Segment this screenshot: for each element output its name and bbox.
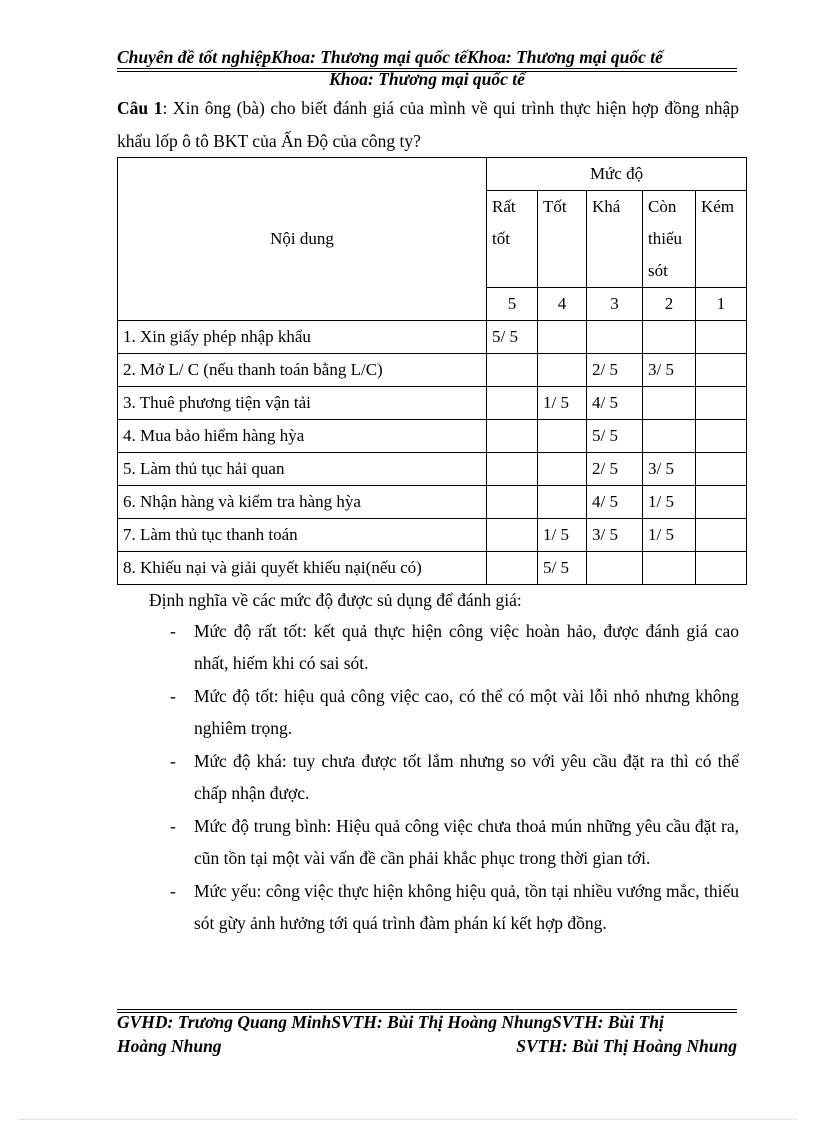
row-cell [696, 519, 747, 552]
table-row [118, 321, 747, 354]
row-cell: 1/ 5 [643, 486, 696, 519]
table-row [118, 486, 747, 519]
row-cell [696, 387, 747, 420]
rating-table [117, 157, 747, 585]
header-rule [117, 68, 737, 72]
list-item [117, 875, 739, 939]
row-cell: 3/ 5 [587, 519, 643, 552]
footer-line-2-left: Hoàng Nhung [117, 1036, 222, 1056]
row-cell [487, 552, 538, 585]
level-label: Kém [696, 191, 747, 288]
row-cell [487, 354, 538, 387]
row-cell: 1/ 5 [643, 519, 696, 552]
row-cell [696, 453, 747, 486]
row-cell: 1/ 5 [538, 387, 587, 420]
table-row [118, 387, 747, 420]
footer-line-1: GVHD: Trương Quang MinhSVTH: Bùi Thị Hoàng NhungSVTH: Bùi Thị [117, 1012, 664, 1032]
row-cell: 3/ 5 [643, 453, 696, 486]
row-cell [696, 321, 747, 354]
question-label: Câu 1 [117, 98, 163, 118]
row-cell: 5/ 5 [487, 321, 538, 354]
footer-line-2 [117, 1036, 737, 1056]
level-score: 1 [696, 288, 747, 321]
definition-text: Mức yếu: công việc thực hiện không hiệu quả, tồn tại nhiều vướng mắc, thiếu sót gừy ảnh hưởng tới quá trình đàm phán kí kết hợp đồng. [194, 881, 739, 933]
row-cell: 4/ 5 [587, 486, 643, 519]
row-cell [696, 420, 747, 453]
row-cell [643, 552, 696, 585]
page-footer [117, 1012, 737, 1056]
list-item [117, 615, 739, 679]
dash-bullet: - [170, 621, 176, 641]
table-header-row-1 [118, 158, 747, 191]
definitions-intro: Định nghĩa về các mức độ được sủ dụng để đánh giá: [149, 590, 522, 610]
row-content: 1. Xin giấy phép nhập khẩu [118, 321, 487, 354]
row-cell [643, 420, 696, 453]
dash-bullet: - [170, 816, 176, 836]
row-cell [643, 387, 696, 420]
list-item [117, 810, 739, 874]
row-cell [538, 321, 587, 354]
row-cell: 5/ 5 [587, 420, 643, 453]
row-content: 2. Mở L/ C (nếu thanh toán bằng L/C) [118, 354, 487, 387]
row-cell: 2/ 5 [587, 354, 643, 387]
content-header: Nội dung [118, 158, 487, 321]
row-cell [538, 453, 587, 486]
row-content: 7. Làm thủ tục thanh toán [118, 519, 487, 552]
row-cell [696, 486, 747, 519]
row-content: 4. Mua bảo hiểm hàng hỳa [118, 420, 487, 453]
level-score: 5 [487, 288, 538, 321]
row-cell [487, 486, 538, 519]
row-cell [696, 354, 747, 387]
row-cell [643, 321, 696, 354]
definition-text: Mức độ rất tốt: kết quả thực hiện công việc hoàn hảo, được đánh giá cao nhất, hiếm khi có sai sót. [194, 621, 739, 673]
level-score: 3 [587, 288, 643, 321]
list-item [117, 745, 739, 809]
row-cell [487, 420, 538, 453]
row-content: 5. Làm thủ tục hải quan [118, 453, 487, 486]
table-row [118, 552, 747, 585]
table-row [118, 420, 747, 453]
table-row [118, 453, 747, 486]
row-cell [696, 552, 747, 585]
level-score: 4 [538, 288, 587, 321]
row-cell [538, 354, 587, 387]
header-line-1: Chuyên đề tốt nghiệpKhoa: Thương mại quốc tếKhoa: Thương mại quốc tế [117, 47, 663, 67]
level-label: Rất tốt [487, 191, 538, 288]
level-label: Khá [587, 191, 643, 288]
footer-line-2-right: SVTH: Bùi Thị Hoàng Nhung [516, 1036, 737, 1056]
row-cell [587, 321, 643, 354]
row-content: 3. Thuê phương tiện vận tải [118, 387, 487, 420]
list-item [117, 680, 739, 744]
definition-text: Mức độ khá: tuy chưa được tốt lắm nhưng so với yêu cầu đặt ra thì có thể chấp nhận được. [194, 751, 739, 803]
row-cell [587, 552, 643, 585]
definitions [117, 585, 739, 940]
row-cell [487, 453, 538, 486]
row-cell [487, 519, 538, 552]
definition-text: Mức độ trung bình: Hiệu quả công việc chưa thoả mún những yêu cầu đặt ra, cũn tồn tại một vài vấn đề cần phải khắc phục trong thời gian tới. [194, 816, 739, 868]
row-cell: 5/ 5 [538, 552, 587, 585]
dash-bullet: - [170, 751, 176, 771]
definitions-list [117, 615, 739, 939]
row-cell: 2/ 5 [587, 453, 643, 486]
row-cell: 4/ 5 [587, 387, 643, 420]
question-1 [117, 92, 739, 158]
question-text: : Xin ông (bà) cho biết đánh giá của mình về qui trình thực hiện hợp đồng nhập khẩu lốp ô tô BKT của Ấn Độ của công ty? [117, 98, 739, 151]
row-content: 8. Khiếu nại và giải quyết khiếu nại(nếu có) [118, 552, 487, 585]
level-label: Còn thiếu sót [643, 191, 696, 288]
table-row [118, 354, 747, 387]
row-content: 6. Nhận hàng và kiểm tra hàng hỳa [118, 486, 487, 519]
dash-bullet: - [170, 881, 176, 901]
level-label: Tốt [538, 191, 587, 288]
row-cell [538, 420, 587, 453]
row-cell: 3/ 5 [643, 354, 696, 387]
row-cell: 1/ 5 [538, 519, 587, 552]
definition-text: Mức độ tốt: hiệu quả công việc cao, có thể có một vài lỗi nhỏ nhưng không nghiêm trọng. [194, 686, 739, 738]
table-row [118, 519, 747, 552]
level-score: 2 [643, 288, 696, 321]
row-cell [487, 387, 538, 420]
dash-bullet: - [170, 686, 176, 706]
page-edge [20, 1119, 796, 1120]
level-header: Mức độ [487, 158, 747, 191]
header-line-2: Khoa: Thương mại quốc tế [329, 69, 525, 89]
row-cell [538, 486, 587, 519]
